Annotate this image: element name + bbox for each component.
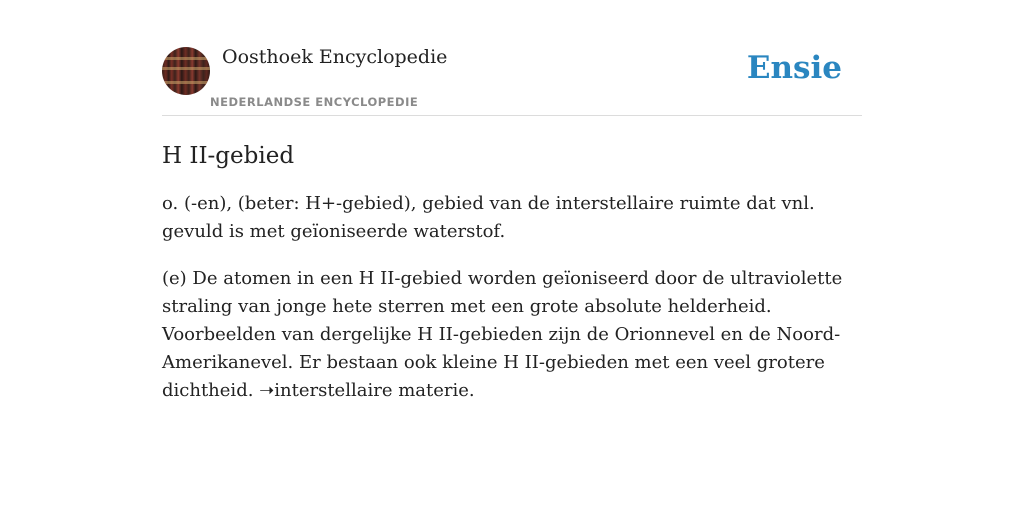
site-subtitle: NEDERLANDSE ENCYCLOPEDIE — [210, 95, 419, 109]
arrow-right-icon: ➝ — [259, 380, 275, 401]
page — [162, 0, 862, 405]
site-header — [162, 46, 862, 116]
body-paragraph — [162, 265, 862, 405]
site-name[interactable]: Oosthoek Encyclopedie — [222, 46, 448, 68]
xref-label: interstellaire materie. — [274, 380, 475, 401]
encyclopedia-books-icon[interactable] — [162, 47, 210, 95]
page-title: H II-gebied — [162, 143, 295, 169]
xref-link[interactable] — [259, 380, 474, 401]
definition-text: o. (-en), (beter: H+-gebied), gebied van de interstellaire ruimte dat vnl. gevuld is met geïoniseerde waterstof. — [162, 193, 815, 242]
definition-paragraph — [162, 190, 862, 246]
brand-logo[interactable]: Ensie — [746, 50, 842, 86]
body-text: (e) De atomen in een H II-gebied worden geïoniseerd door de ultraviolette straling van jonge hete sterren met een grote absolute helderheid. Voorbeelden van dergelijke H II-gebieden zijn de Orionnevel en de Noord-Amerikanevel. Er bestaan ook kleine H II-gebieden met een veel grotere dichtheid. — [162, 268, 843, 401]
